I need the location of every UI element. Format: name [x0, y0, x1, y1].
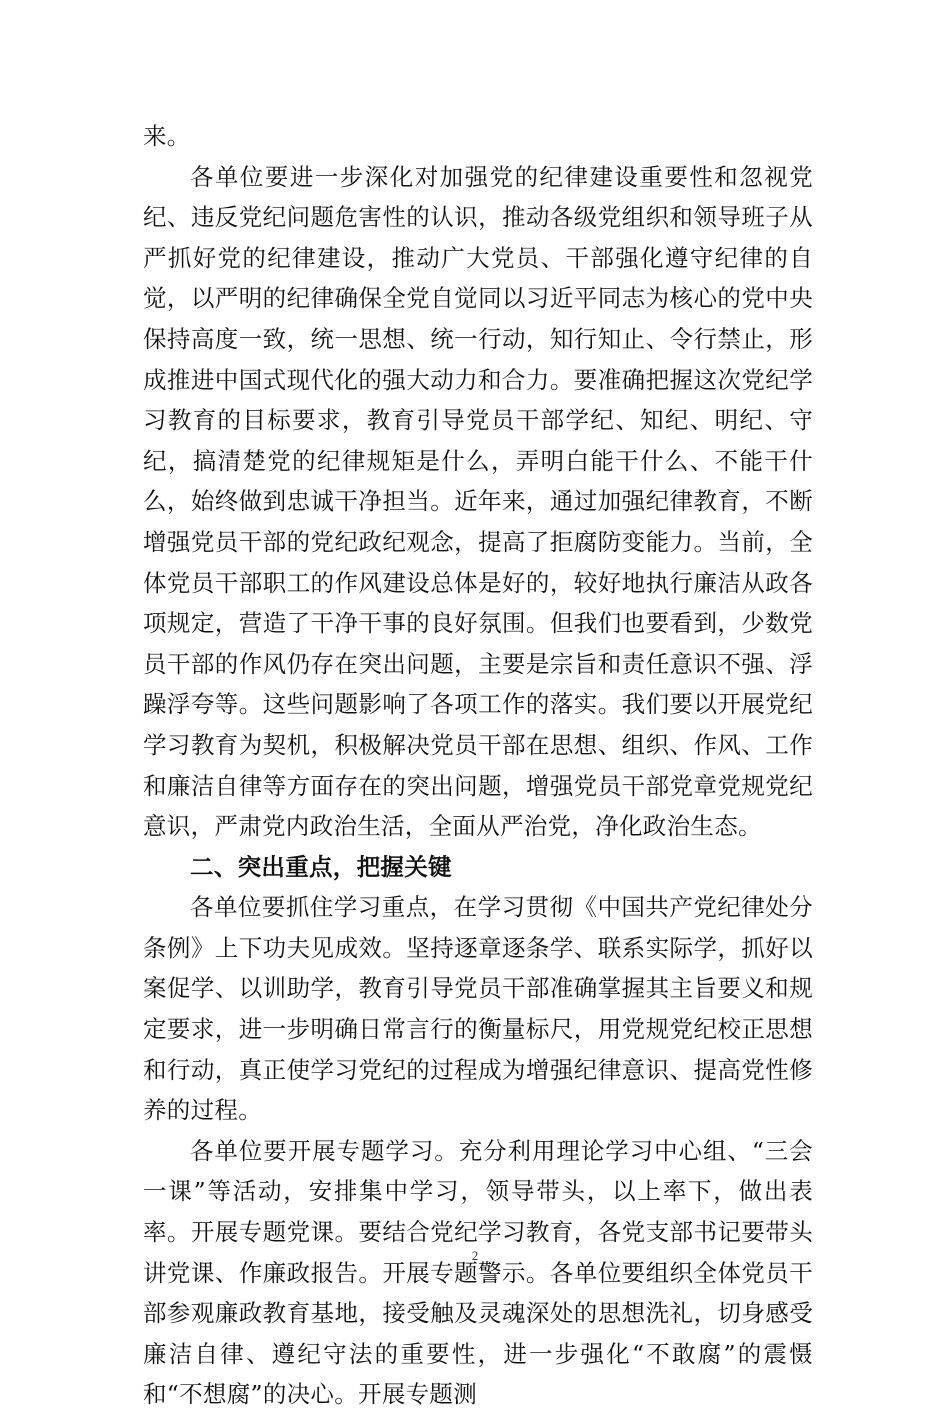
paragraph-special-study: 各单位要开展专题学习。充分利用理论学习中心组、“三会一课”等活动，安排集中学习，领导带头，以上率下，做出表率。开展专题党课。要结合党纪学习教育，各党支部书记要带头讲党课、作廉政报告。开展专题警示。各单位要组织全体党员干部参观廉政教育基地，接受触及灵魂深处的思想洗礼，切身感受廉洁自律、遵纪守法的重要性，进一步强化“不敢腐”的震慑和“不想腐”的决心。开展专题测 — [143, 1136, 813, 1409]
paragraph-discipline-awareness: 各单位要进一步深化对加强党的纪律建设重要性和忽视党纪、违反党纪问题危害性的认识，推动各级党组织和领导班子从严抓好党的纪律建设，推动广大党员、干部强化遵守纪律的自觉，以严明的纪律确保全党自觉同以习近平同志为核心的党中央保持高度一致，统一思想、统一行动，知行知止、令行禁止，形成推进中国式现代化的强大动力和合力。要准确把握这次党纪学习教育的目标要求，教育引导党员干部学纪、知纪、明纪、守纪，搞清楚党的纪律规矩是什么，弄明白能干什么、不能干什么，始终做到忠诚干净担当。近年来，通过加强纪律教育，不断增强党员干部的党纪政纪观念，提高了拒腐防变能力。当前，全体党员干部职工的作风建设总体是好的，较好地执行廉洁从政各项规定，营造了干净干事的良好氛围。但我们也要看到，少数党员干部的作风仍存在突出问题，主要是宗旨和责任意识不强、浮躁浮夸等。这些问题影响了各项工作的落实。我们要以开展党纪学习教育为契机，积极解决党员干部在思想、组织、作风、工作和廉洁自律等方面存在的突出问题，增强党员干部党章党规党纪意识，严肃党内政治生活，全面从严治党，净化政治生态。 — [143, 162, 813, 841]
paragraph-study-focus: 各单位要抓住学习重点，在学习贯彻《中国共产党纪律处分条例》上下功夫见成效。坚持逐章逐条学、联系实际学，抓好以案促学、以训助学，教育引导党员干部准确掌握其主旨要义和规定要求，进一步明确日常言行的衡量标尺，用党规党纪校正思想和行动，真正使学习党纪的过程成为增强纪律意识、提高党性修养的过程。 — [143, 893, 813, 1125]
paragraph-continuation: 来。 — [143, 122, 191, 150]
page-number: 2 — [471, 1248, 479, 1263]
document-body — [143, 116, 813, 1415]
section-heading-2: 二、突出重点，把握关键 — [190, 852, 452, 881]
